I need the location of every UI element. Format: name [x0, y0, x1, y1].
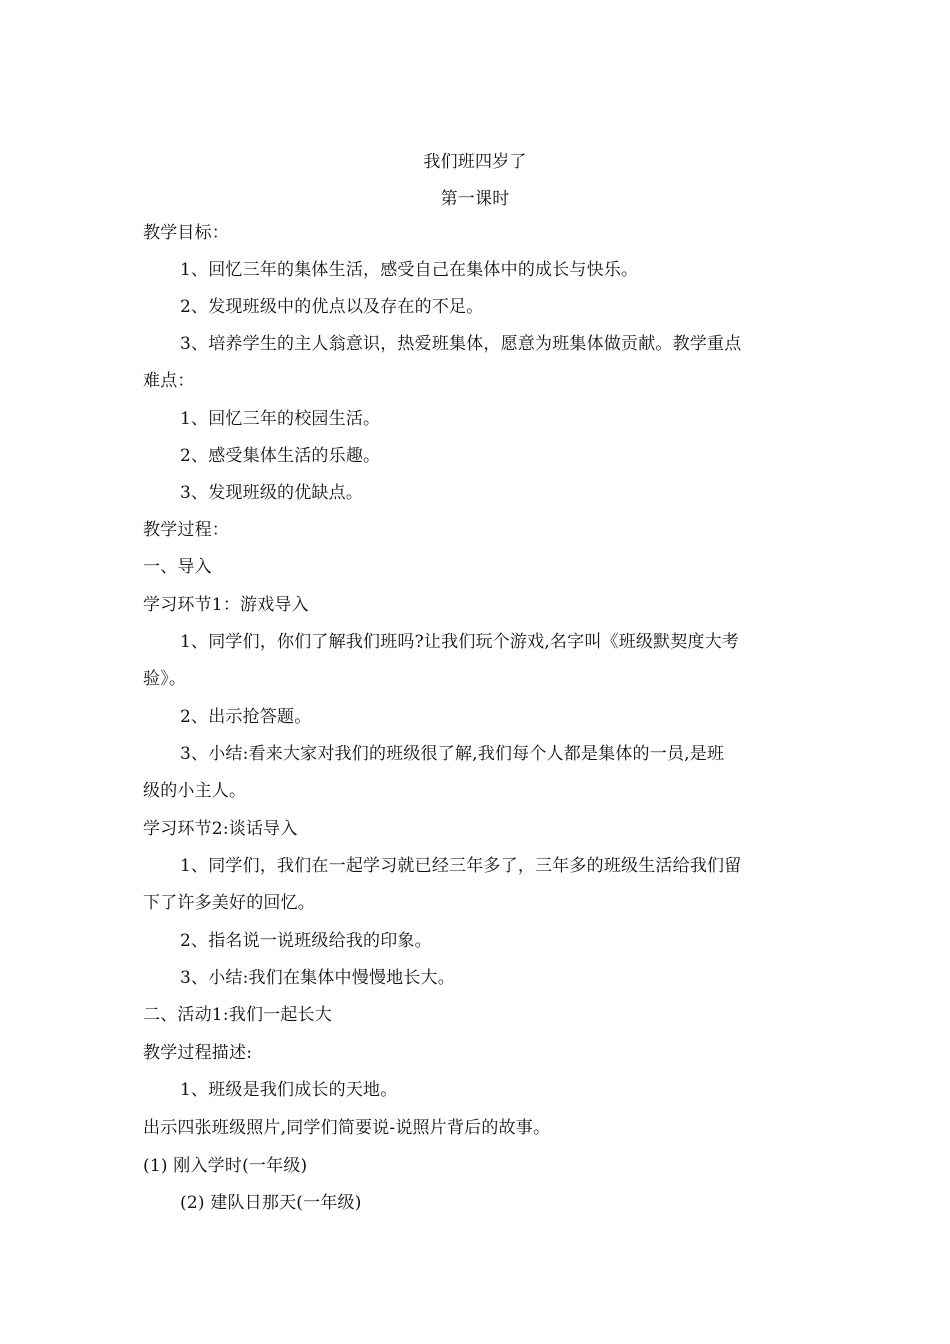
game-item-3: 3、小结:看来大家对我们的班级很了解,我们每个人都是集体的一员,是班 [180, 744, 725, 764]
section-heading-objectives: 教学目标： [143, 223, 229, 243]
section-heading-process: 教学过程： [143, 520, 229, 540]
talk-item-1: 1、同学们，我们在一起学习就已经三年多了，三年多的班级生活给我们留 [180, 856, 742, 876]
subsection-heading-talk: 学习环节2:谈话导入 [143, 819, 298, 839]
talk-item-1-continued: 下了许多美好的回忆。 [143, 893, 315, 913]
section-heading-activity-1: 二、活动1:我们一起长大 [143, 1005, 332, 1025]
objective-item-2: 2、发现班级中的优点以及存在的不足。 [180, 297, 484, 317]
objective-item-3-continued: 难点： [143, 371, 195, 391]
objective-item-1: 1、回忆三年的集体生活，感受自己在集体中的成长与快乐。 [180, 260, 639, 280]
process-description-label: 教学过程描述: [143, 1043, 253, 1063]
game-item-1-continued: 验》。 [143, 669, 187, 689]
talk-item-2: 2、指名说一说班级给我的印象。 [180, 931, 432, 951]
photo-item-2: (2) 建队日那天(一年级) [180, 1193, 362, 1213]
key-point-item-1: 1、回忆三年的校园生活。 [180, 409, 381, 429]
subsection-heading-game: 学习环节1：游戏导入 [143, 595, 309, 615]
game-item-1: 1、同学们，你们了解我们班吗?让我们玩个游戏,名字叫《班级默契度大考 [180, 632, 740, 652]
document-subtitle: 第一课时 [440, 189, 510, 209]
objective-item-3: 3、培养学生的主人翁意识，热爱班集体，愿意为班集体做贡献。教学重点 [180, 334, 742, 354]
key-point-item-2: 2、感受集体生活的乐趣。 [180, 446, 381, 466]
talk-item-3: 3、小结:我们在集体中慢慢地长大。 [180, 968, 455, 988]
photo-item-1: (1) 刚入学时(一年级) [143, 1156, 308, 1176]
key-point-item-3: 3、发现班级的优缺点。 [180, 483, 364, 503]
activity-item-1: 1、班级是我们成长的天地。 [180, 1080, 398, 1100]
photo-instruction: 出示四张班级照片,同学们简要说-说照片背后的故事。 [143, 1118, 551, 1138]
game-item-3-continued: 级的小主人。 [143, 781, 247, 801]
document-title: 我们班四岁了 [423, 152, 527, 172]
game-item-2: 2、出示抢答题。 [180, 707, 312, 727]
section-heading-intro: 一、导入 [143, 557, 212, 577]
